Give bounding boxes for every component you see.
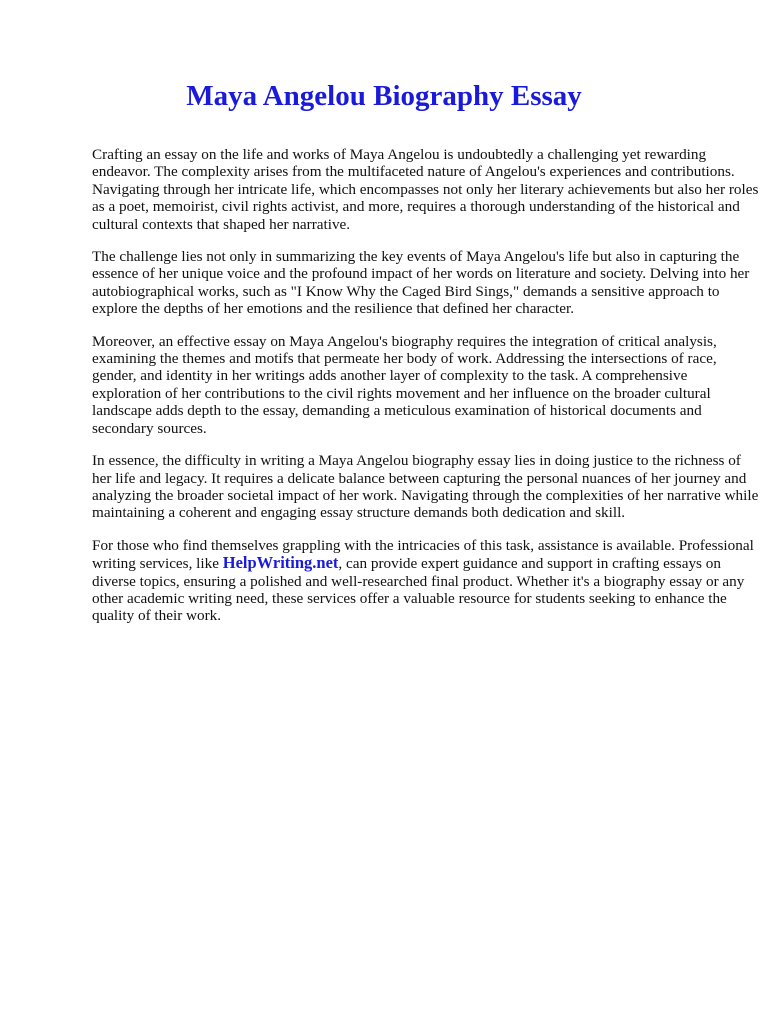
paragraph-4: In essence, the difficulty in writing a Maya Angelou biography essay lies in doing justice to the richness of her life and legacy. It requires a delicate balance between capturing the personal nuances of her journey and analyzing the broader societal impact of her work. Navigating through the complexities of her narrative while maintaining a coherent and engaging essay structure demands both dedication and skill.: [92, 452, 759, 522]
paragraph-3: Moreover, an effective essay on Maya Angelou's biography requires the integration of critical analysis, examining the themes and motifs that permeate her body of work. Addressing the intersections of race, gender, and identity in her writings adds another layer of complexity to the task. A comprehensive exploration of her contributions to the civil rights movement and her influence on the broader cultural landscape adds depth to the essay, demanding a meticulous examination of historical documents and secondary sources.: [92, 332, 717, 437]
paragraph-5: [92, 537, 760, 625]
helpwriting-link[interactable]: HelpWriting.net: [222, 553, 339, 573]
paragraph-2: The challenge lies not only in summarizing the key events of Maya Angelou's life but also in capturing the essence of her unique voice and the profound impact of her words on literature and society. Delving into her autobiographical works, such as "I Know Why the Caged Bird Sings," demands a sensitive approach to explore the depths of her emotions and the resilience that defined her character.: [92, 248, 750, 318]
paragraph-5-after-link: , can provide expert guidance and support in crafting essays on diverse topics, ensuring a polished and well-researched final product. Whether it's a biography essay or any other academic writing need, these services offer a valuable resource for students seeking to enhance the quality of their work.: [92, 555, 745, 625]
page-title: Maya Angelou Biography Essay: [186, 80, 582, 112]
paragraph-1: Crafting an essay on the life and works of Maya Angelou is undoubtedly a challenging yet rewarding endeavor. The complexity arises from the multifaceted nature of Angelou's experiences and contributions. Navigating through her intricate life, which encompasses not only her literary achievements but also her roles as a poet, memoirist, civil rights activist, and more, requires a thorough understanding of the historical and cultural contexts that shaped her narrative.: [92, 146, 759, 233]
essay-body: [92, 146, 760, 640]
paragraph-5-before-link: For those who find themselves grappling with the intricacies of this task, assistance is available. Professional writing services, like: [92, 536, 754, 573]
